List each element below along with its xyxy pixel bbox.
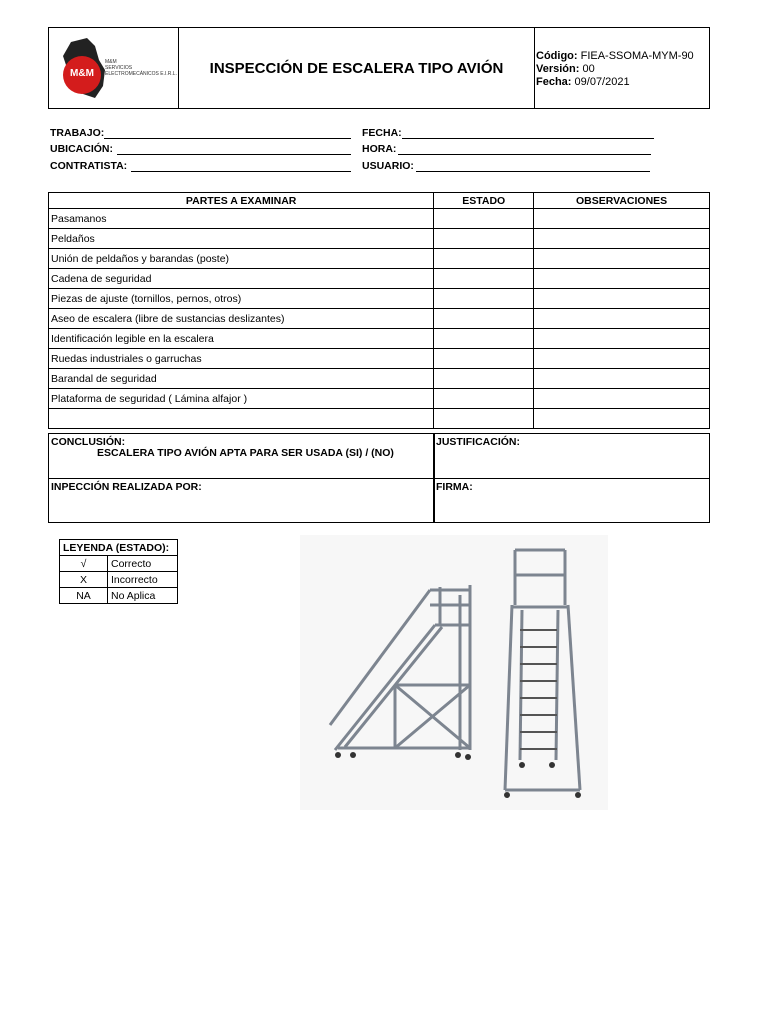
item-label: Barandal de seguridad [49,369,434,389]
firma-label: FIRMA: [436,481,473,493]
table-row [49,349,710,369]
table-row [49,289,710,309]
legend-table [59,539,178,604]
code-label: Código: [536,50,578,62]
table-row [49,229,710,249]
column-header: OBSERVACIONES [534,193,710,209]
column-header: ESTADO [434,193,534,209]
table-row [49,209,710,229]
fecha-label: FECHA: [362,127,402,139]
observaciones-cell[interactable] [534,229,710,249]
conclusion-box[interactable] [48,433,435,479]
estado-cell[interactable] [434,209,534,229]
column-header: PARTES A EXAMINAR [49,193,434,209]
contratista-label: CONTRATISTA: [50,160,128,172]
estado-cell[interactable] [434,409,534,429]
ladder-photo [300,535,608,810]
fecha-field[interactable] [402,138,654,139]
document-meta [536,50,694,89]
table-row [49,249,710,269]
document-header [48,27,710,109]
observaciones-cell[interactable] [534,269,710,289]
legend-title: LEYENDA (ESTADO): [60,540,178,556]
inspector-box[interactable] [48,478,435,523]
observaciones-cell[interactable] [534,209,710,229]
estado-cell[interactable] [434,249,534,269]
estado-cell[interactable] [434,229,534,249]
table-row [49,409,710,429]
company-name: M&M SERVICIOS ELECTROMECÁNICOS E.I.R.L. [105,59,177,77]
estado-cell[interactable] [434,289,534,309]
inspection-table [48,192,710,429]
trabajo-field[interactable] [104,138,351,139]
item-label: Aseo de escalera (libre de sustancias deslizantes) [49,309,434,329]
observaciones-cell[interactable] [534,249,710,269]
conclusion-label: CONCLUSIÓN: [51,436,126,448]
observaciones-cell[interactable] [534,369,710,389]
observaciones-cell[interactable] [534,289,710,309]
logo-mark: M&M [70,68,94,79]
table-row [49,269,710,289]
estado-cell[interactable] [434,349,534,369]
version-label: Versión: [536,63,580,75]
table-header-row [49,193,710,209]
usuario-label: USUARIO: [362,160,414,172]
item-label: Unión de peldaños y barandas (poste) [49,249,434,269]
ubicacion-label: UBICACIÓN: [50,143,113,155]
observaciones-cell[interactable] [534,389,710,409]
item-label: Cadena de seguridad [49,269,434,289]
code-value: FIEA-SSOMA-MYM-90 [580,50,694,62]
justificacion-label: JUSTIFICACIÓN: [436,436,520,448]
item-label: Peldaños [49,229,434,249]
table-row [49,389,710,409]
hora-label: HORA: [362,143,397,155]
table-row [49,309,710,329]
inspector-label: INPECCIÓN REALIZADA POR: [51,481,202,493]
item-label: Piezas de ajuste (tornillos, pernos, otros) [49,289,434,309]
justificacion-box[interactable] [433,433,710,479]
legend-meaning: Incorrecto [108,572,178,588]
contratista-field[interactable] [131,171,351,172]
observaciones-cell[interactable] [534,309,710,329]
logo-cell [49,28,179,108]
estado-cell[interactable] [434,269,534,289]
observaciones-cell[interactable] [534,409,710,429]
item-label: Pasamanos [49,209,434,229]
legend-row [60,588,178,604]
item-label: Identificación legible en la escalera [49,329,434,349]
legend-symbol: X [60,572,108,588]
estado-cell[interactable] [434,369,534,389]
estado-cell[interactable] [434,329,534,349]
item-label: Ruedas industriales o garruchas [49,349,434,369]
ubicacion-field[interactable] [117,154,351,155]
item-label: Plataforma de seguridad ( Lámina alfajor ) [49,389,434,409]
legend-meaning: Correcto [108,556,178,572]
observaciones-cell[interactable] [534,349,710,369]
legend-row [60,556,178,572]
estado-cell[interactable] [434,389,534,409]
observaciones-cell[interactable] [534,329,710,349]
legend-row [60,572,178,588]
firma-box[interactable] [433,478,710,523]
legend-symbol: √ [60,556,108,572]
conclusion-text: ESCALERA TIPO AVIÓN APTA PARA SER USADA (SI) / (NO) [97,447,394,459]
legend-symbol: NA [60,588,108,604]
document-title: INSPECCIÓN DE ESCALERA TIPO AVIÓN [179,28,535,108]
table-row [49,329,710,349]
trabajo-label: TRABAJO: [50,127,105,139]
table-row [49,369,710,389]
usuario-field[interactable] [416,171,650,172]
date-label: Fecha: [536,76,572,88]
estado-cell[interactable] [434,309,534,329]
hora-field[interactable] [398,154,651,155]
legend-meaning: No Aplica [108,588,178,604]
version-value: 00 [582,63,595,75]
item-label [49,409,434,429]
date-value: 09/07/2021 [574,76,630,88]
